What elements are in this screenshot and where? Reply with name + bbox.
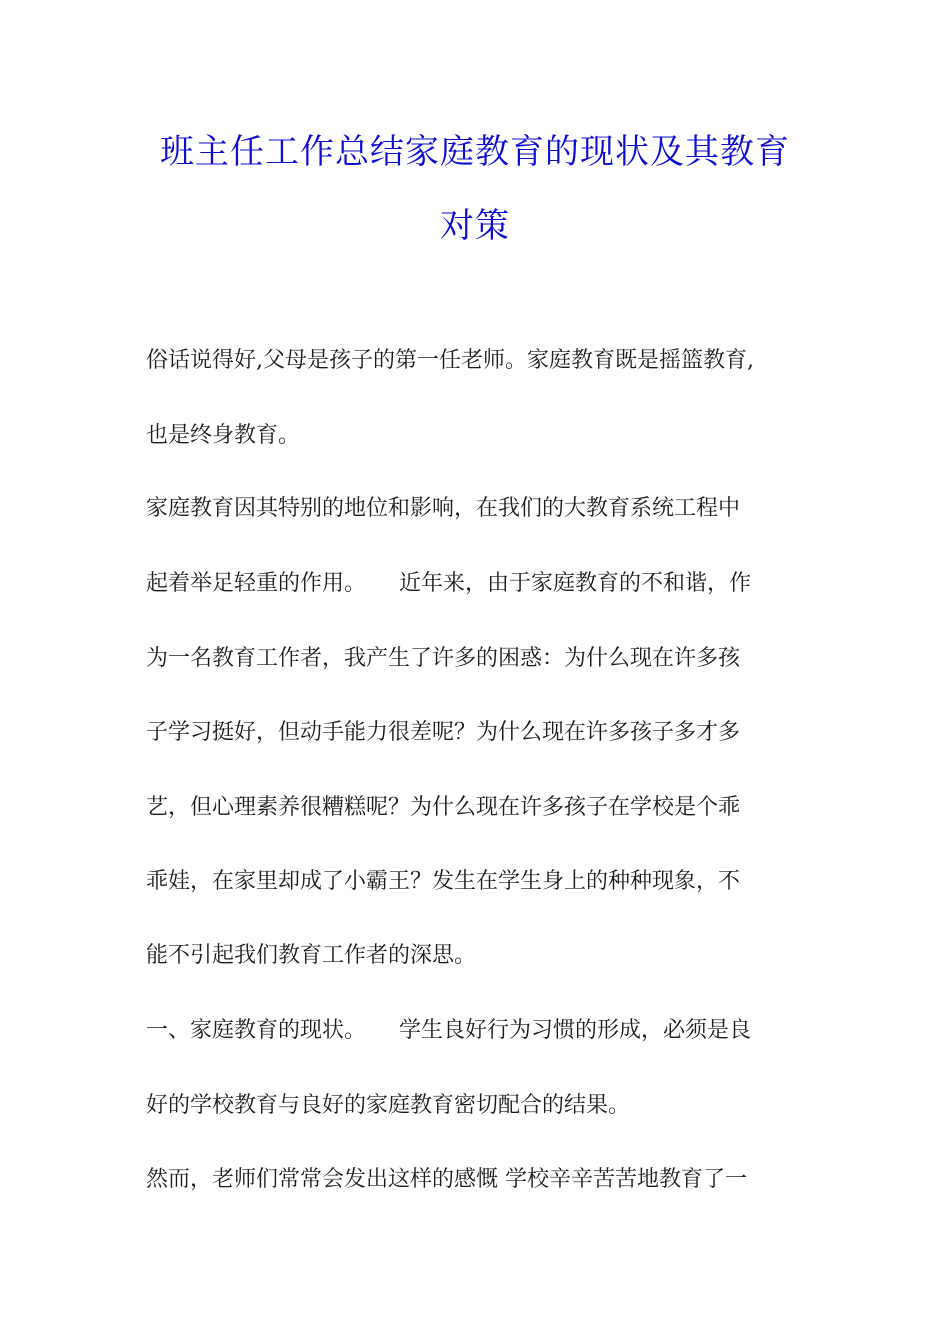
body-text-line: 艺，但心理素养很糟糕呢？为什么现在许多孩子在学校是个乖 xyxy=(146,795,741,820)
body-text-line: 俗话说得好,父母是孩子的第一任老师。家庭教育既是摇篮教育, xyxy=(146,348,754,373)
body-text-line: 乖娃，在家里却成了小霸王？发生在学生身上的种种现象，不 xyxy=(146,869,741,894)
body-text-line: 为一名教育工作者，我产生了许多的困惑：为什么现在许多孩 xyxy=(146,646,741,671)
body-text-line: 起着举足轻重的作用。 近年来，由于家庭教育的不和谐，作 xyxy=(146,571,752,596)
body-text-line: 然而，老师们常常会发出这样的感慨 学校辛辛苦苦地教育了一 xyxy=(146,1167,747,1192)
body-text-line: 一、家庭教育的现状。 学生良好行为习惯的形成，必须是良 xyxy=(146,1018,752,1043)
body-text-line: 好的学校教育与良好的家庭教育密切配合的结果。 xyxy=(146,1093,631,1118)
body-text-line: 能不引起我们教育工作者的深思。 xyxy=(146,943,477,968)
document-title-line-2: 对策 xyxy=(440,206,510,246)
body-text-line: 子学习挺好，但动手能力很差呢？为什么现在许多孩子多才多 xyxy=(146,720,741,745)
document-title-line-1: 班主任工作总结家庭教育的现状及其教育 xyxy=(160,132,790,172)
body-text-line: 家庭教育因其特别的地位和影响，在我们的大教育系统工程中 xyxy=(146,496,741,521)
body-text-line: 也是终身教育。 xyxy=(146,423,301,448)
